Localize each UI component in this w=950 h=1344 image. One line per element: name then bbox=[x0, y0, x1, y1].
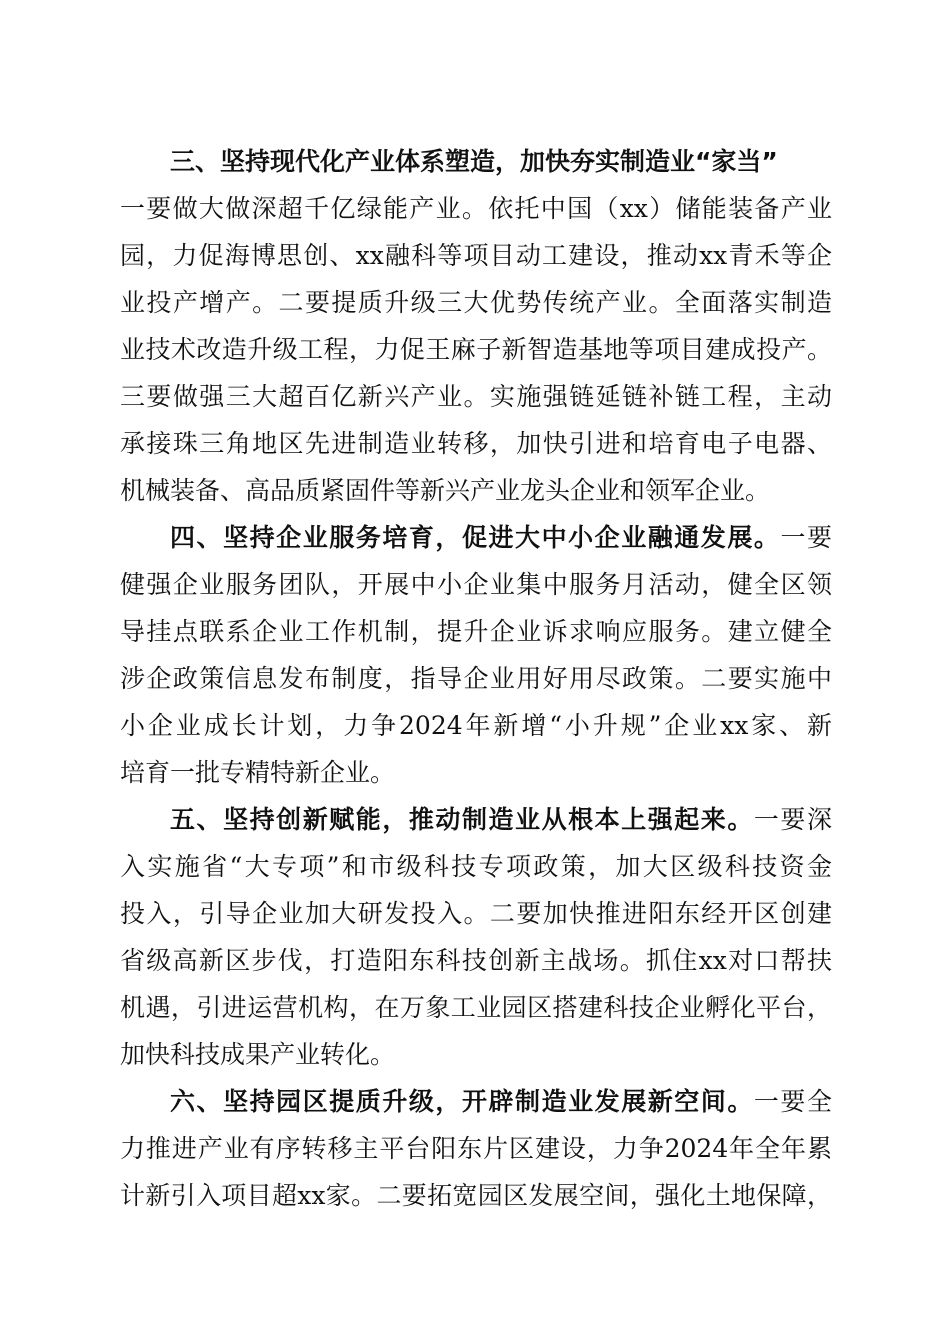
section-6-heading: 六、坚持园区提质升级，开辟制造业发展新空间。 bbox=[170, 1087, 754, 1116]
section-3-line-1: 一要做大做深超千亿绿能产业。依托中国（xx）储能装备产业 bbox=[120, 194, 832, 223]
section-4-line-2: 导挂点联系企业工作机制，提升企业诉求响应服务。建立健全 bbox=[120, 617, 832, 646]
section-4-line-1: 健强企业服务团队，开展中小企业集中服务月活动，健全区领 bbox=[120, 570, 832, 599]
section-4-first-line-tail: 一要 bbox=[780, 523, 832, 552]
section-5-line-1: 入实施省“大专项”和市级科技专项政策，加大区级科技资金 bbox=[120, 852, 832, 881]
section-5-first-line bbox=[170, 800, 832, 840]
section-3-line-4: 业技术改造升级工程，力促王麻子新智造基地等项目建成投产。 bbox=[120, 335, 832, 364]
section-5-heading: 五、坚持创新赋能，推动制造业从根本上强起来。 bbox=[170, 805, 754, 834]
section-3-line-5: 三要做强三大超百亿新兴产业。实施强链延链补链工程，主动 bbox=[120, 382, 832, 411]
section-3-line-7: 机械装备、高品质紧固件等新兴产业龙头企业和领军企业。 bbox=[120, 476, 771, 505]
section-4-heading: 四、坚持企业服务培育，促进大中小企业融通发展。 bbox=[170, 523, 781, 552]
section-6-first-line bbox=[170, 1082, 832, 1122]
section-5-first-line-tail: 一要深 bbox=[753, 805, 832, 834]
section-5-line-5: 加快科技成果产业转化。 bbox=[120, 1040, 396, 1069]
section-4-line-5: 培育一批专精特新企业。 bbox=[120, 758, 396, 787]
section-3-line-3: 业投产增产。二要提质升级三大优势传统产业。全面落实制造 bbox=[120, 288, 832, 317]
section-5-line-3: 省级高新区步伐，打造阳东科技创新主战场。抓住xx对口帮扶 bbox=[120, 946, 832, 975]
section-4-line-3: 涉企政策信息发布制度，指导企业用好用尽政策。二要实施中 bbox=[120, 664, 832, 693]
section-6-line-2: 计新引入项目超xx家。二要拓宽园区发展空间，强化土地保障， bbox=[120, 1181, 832, 1210]
section-4-line-4: 小企业成长计划，力争2024年新增“小升规”企业xx家、新 bbox=[120, 711, 832, 740]
section-3-heading: 三、坚持现代化产业体系塑造，加快夯实制造业“家当” bbox=[170, 147, 778, 176]
section-6-first-line-tail: 一要全 bbox=[753, 1087, 832, 1116]
section-6-line-1: 力推进产业有序转移主平台阳东片区建设，力争2024年全年累 bbox=[120, 1134, 832, 1163]
section-5-line-2: 投入，引导企业加大研发投入。二要加快推进阳东经开区创建 bbox=[120, 899, 832, 928]
section-4-first-line bbox=[170, 518, 832, 558]
section-3-line-6: 承接珠三角地区先进制造业转移，加快引进和培育电子电器、 bbox=[120, 429, 832, 458]
section-5-line-4: 机遇，引进运营机构，在万象工业园区搭建科技企业孵化平台， bbox=[120, 993, 832, 1022]
section-3-line-2: 园，力促海博思创、xx融科等项目动工建设，推动xx青禾等企 bbox=[120, 241, 832, 270]
